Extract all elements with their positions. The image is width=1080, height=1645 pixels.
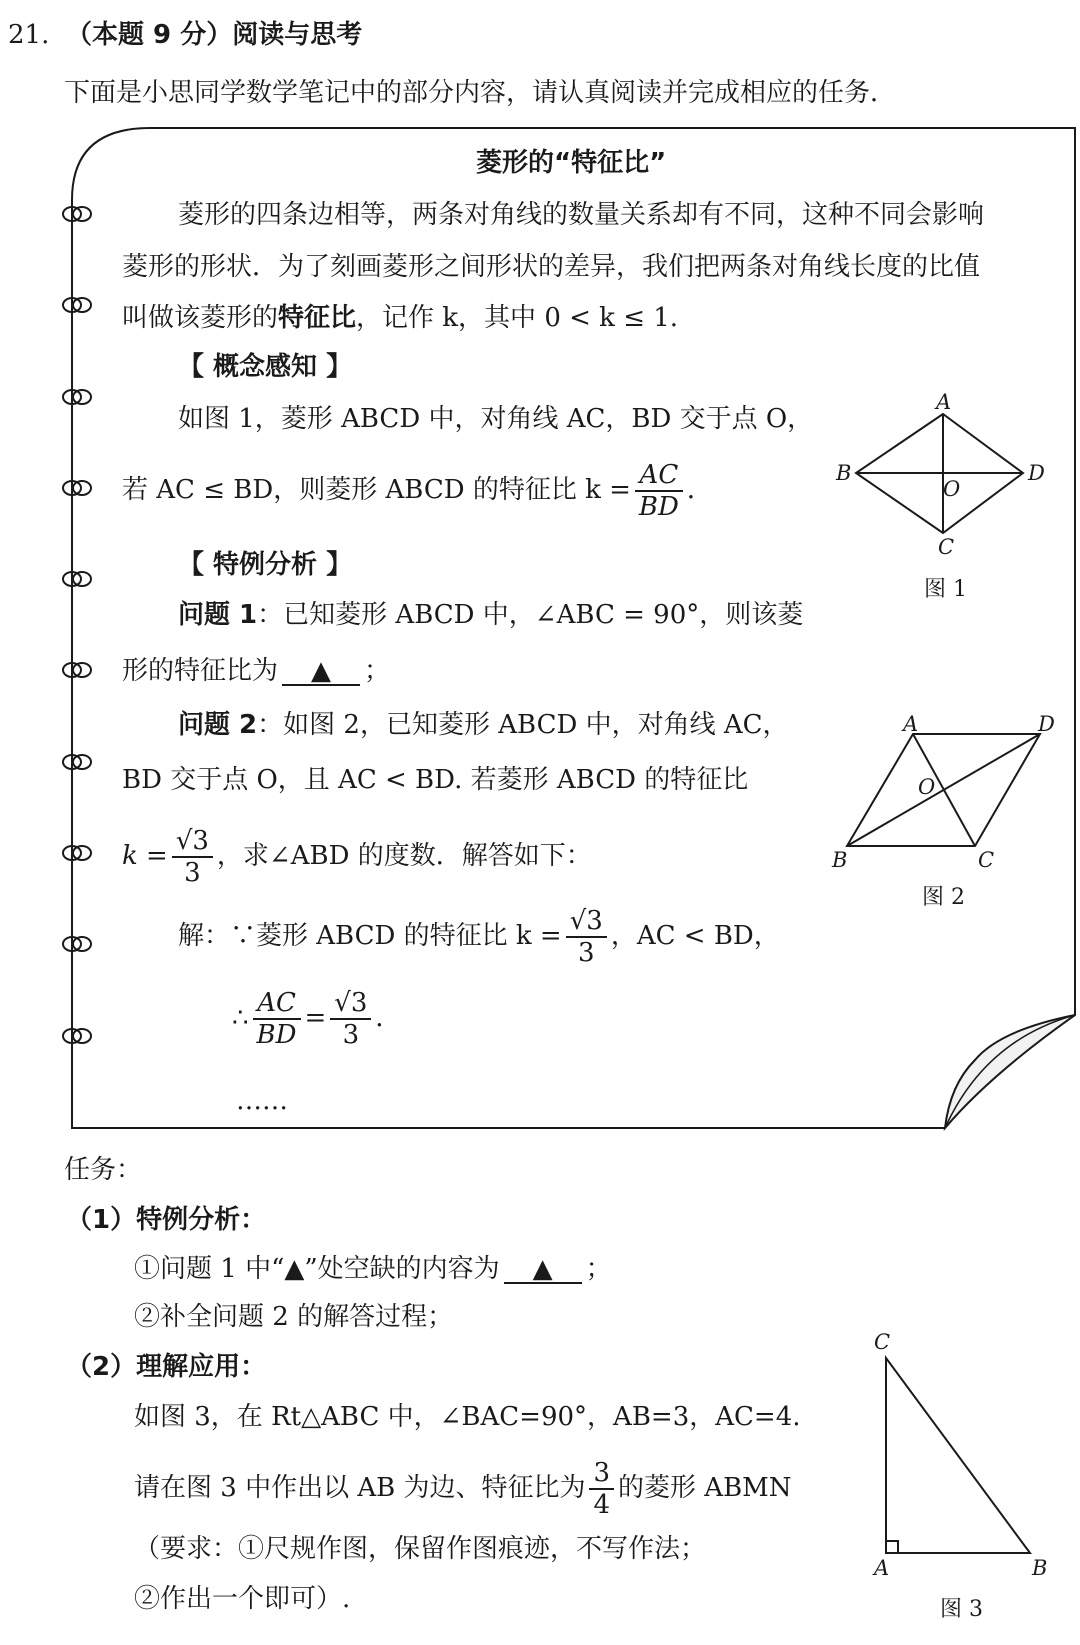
task2-line3: （要求：①尺规作图，保留作图痕迹，不写作法； (134, 1534, 707, 1564)
fraction-sqrt3-3: $\frac{√3}{3}$ (172, 826, 213, 888)
fig1-label-a: A (936, 390, 952, 414)
concept-heading: 【 概念感知 】 (178, 352, 353, 382)
fraction-ac-bd-b: $\frac{AC}{BD}$ (253, 988, 301, 1050)
fig1-label-c: C (938, 535, 955, 559)
task1-item2: ②补全问题 2 的解答过程； (134, 1302, 454, 1332)
fraction-ac-bd: $\frac{AC}{BD}$ (635, 460, 683, 522)
solution-line1: 解：∵菱形 ABCD 的特征比 k = $\frac{√3}{3}$ ，AC < BD， (178, 906, 780, 968)
fig1-label-o: O (943, 477, 961, 501)
term-feature-ratio: 特征比 (278, 303, 357, 333)
task2-line2: 请在图 3 中作出以 AB 为边、特征比为 $\frac{3}{4}$ 的菱形 ABMN (134, 1458, 792, 1520)
example-heading: 【 特例分析 】 (178, 550, 353, 580)
problem-title: （本题 9 分）阅读与思考 (66, 20, 363, 50)
concept-line2: 若 AC ≤ BD，则菱形 ABCD 的特征比 k = $\frac{AC}{BD}$ ． (122, 460, 713, 522)
task2-line4: ②作出一个即可）. (134, 1584, 351, 1614)
fig1-label-d: D (1028, 461, 1045, 485)
fraction-sqrt3-3-b: $\frac{√3}{3}$ (566, 906, 607, 968)
answer-blank: ▲ (282, 658, 360, 686)
fig2-label-c: C (978, 848, 995, 872)
question2-line2: BD 交于点 O，且 AC < BD. 若菱形 ABCD 的特征比 (122, 765, 749, 795)
fig2-label-a: A (903, 712, 919, 736)
figure-3-triangle (886, 1358, 1030, 1553)
fig2-label-b: B (832, 848, 848, 872)
task-answer-blank: ▲ (504, 1256, 582, 1284)
fig3-caption: 图 3 (940, 1597, 983, 1622)
note-para1-line1: 菱形的四条边相等，两条对角线的数量关系却有不同，这种不同会影响 (178, 200, 985, 230)
note-para1-line2: 菱形的形状．为了刻画菱形之间形状的差异，我们把两条对角线长度的比值 (122, 252, 981, 282)
fig2-label-d: D (1038, 712, 1055, 736)
figure-1-rhombus (856, 414, 1023, 533)
binding-rings (63, 207, 91, 1043)
problem-intro: 下面是小思同学数学笔记中的部分内容，请认真阅读并完成相应的任务． (64, 78, 897, 108)
fig3-label-a: A (874, 1556, 890, 1580)
question1-line2: 形的特征比为 ▲ ； (122, 656, 391, 686)
ellipsis: …… (236, 1086, 288, 1116)
task1-heading: （1）特例分析： (66, 1205, 267, 1235)
task2-heading: （2）理解应用： (66, 1352, 267, 1382)
page-curl (945, 1015, 1075, 1128)
fig2-label-o: O (918, 775, 936, 799)
question2-line1: 问题 2：如图 2，已知菱形 ABCD 中，对角线 AC， (178, 710, 789, 740)
fig1-label-b: B (836, 461, 852, 485)
note-para1-line3: 叫做该菱形的特征比，记作 k，其中 0 < k ≤ 1. (122, 303, 679, 333)
fraction-sqrt3-3-c: $\frac{√3}{3}$ (330, 988, 371, 1050)
fig2-caption: 图 2 (922, 885, 965, 910)
fraction-3-4: $\frac{3}{4}$ (589, 1458, 614, 1520)
tasks-label: 任务： (64, 1155, 143, 1185)
task2-line1: 如图 3，在 Rt△ABC 中，∠BAC=90°，AB=3，AC=4. (134, 1402, 801, 1432)
problem-number: 21. (8, 20, 50, 50)
question2-line3: k = $\frac{√3}{3}$ ，求∠ABD 的度数．解答如下： (122, 826, 592, 888)
solution-line2: ∴ $\frac{AC}{BD}$ = $\frac{√3}{3}$ ． (232, 988, 402, 1050)
fig3-label-c: C (874, 1330, 891, 1354)
question1-line1: 问题 1：已知菱形 ABCD 中，∠ABC = 90°，则该菱 (178, 600, 804, 630)
concept-line1: 如图 1，菱形 ABCD 中，对角线 AC，BD 交于点 O， (178, 404, 814, 434)
fig1-caption: 图 1 (924, 577, 967, 602)
task1-item1: ①问题 1 中“▲”处空缺的内容为 ▲ ； (134, 1254, 612, 1284)
note-title: 菱形的“特征比” (476, 148, 667, 178)
figure-2-rhombus (847, 734, 1040, 846)
fig3-label-b: B (1032, 1556, 1048, 1580)
